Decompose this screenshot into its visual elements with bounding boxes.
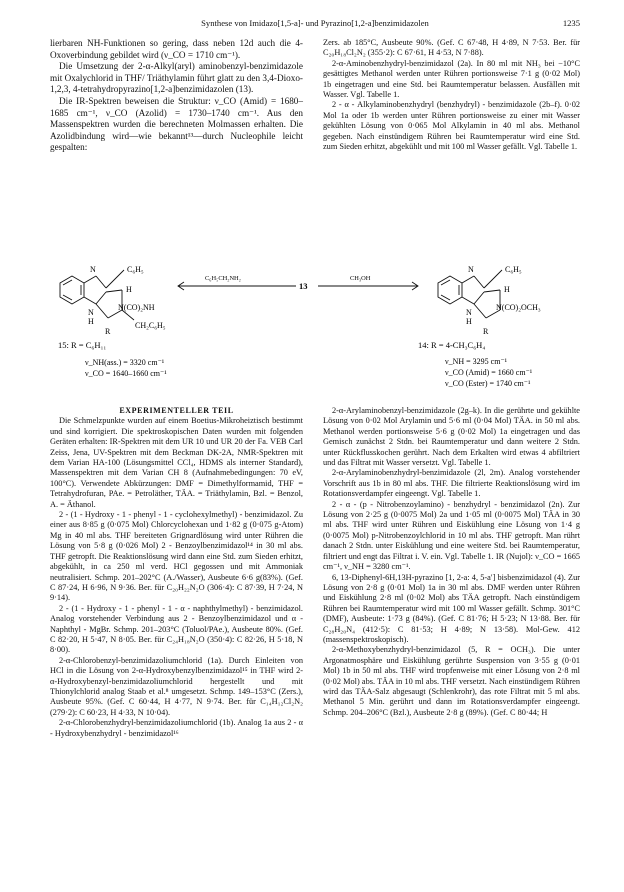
structure-15 bbox=[60, 270, 134, 320]
page-number: 1235 bbox=[562, 18, 580, 28]
paragraph: 2-α-Chlorobenzhydryl-benzimidazoliumchlorid (1b). Analog 1a aus 2 - α - Hydroxybenzhydryl - benzimidazol¹⁶ bbox=[50, 718, 303, 738]
paragraph: 2 - α - Alkylaminobenzhydryl (benzhydryl) - benzimidazole (2b–f). 0·02 Mol 1a oder 1b werden unter Rühren portionsweise zu einer mit Wasser gekühlten Lösung von 0·065 Mol Alkylamin in 40 ml abs. Methanol gegeben. Nach einstündigem Rühren bei Raumtemperatur wird eine Std. zum Sieden erhitzt, abgekühlt und mit 100 ml Wasser gefällt. Vgl. Tabelle 1. bbox=[323, 100, 580, 152]
paragraph: 2-α-Chlorobenzyl-benzimidazoliumchlorid (1a). Durch Einleiten von HCl in die Lösung von 2-α-Hydroxybenzylbenzimidazol¹⁵ in THF wird 2-α-Hydroxybenzyl-benzimidazoliumchlorid hergestellt und mit Thionylchlorid analog Staab et al.⁸ umgesetzt. Schmp. 149–153°C (Zers.), Ausbeute 95%. (Gef. C 60·44, H 4·77, N 9·74. Ber. für C₁₄H₁₂Cl₂N₂ (279·2): C 60·23, H 4·33, N 10·04). bbox=[50, 655, 303, 717]
compound-13-label: 13 bbox=[299, 281, 308, 291]
lower-left-column bbox=[50, 406, 303, 739]
ir-band: ν_CO = 1640–1660 cm⁻¹ bbox=[85, 369, 167, 378]
substituent-label: N(CO)₂NH bbox=[118, 303, 155, 312]
reagent-left: C₆H₅CH₂NH₂ bbox=[205, 275, 241, 282]
paragraph: Zers. ab 185°C, Ausbeute 90%. (Gef. C 67·48, H 4·89, N 7·53. Ber. für C₂₀H₁₈Cl₂N₂ (355·2): C 67·61, H 4·53, N 7·88). bbox=[323, 38, 580, 58]
paragraph: Die IR-Spektren beweisen die Struktur: ν_CO (Amid) = 1680–1685 cm⁻¹, ν_CO (Azolid) = 1730–1740 cm⁻¹. Aus den Massenspektren wurden die berechneten Molmassen erhalten. Die Azolidbindung wird—wie bekannt¹³—durch Nucleophile leicht gespalten: bbox=[50, 95, 303, 153]
substituent-label: CH₂C₆H₅ bbox=[135, 321, 166, 330]
running-header bbox=[50, 18, 580, 30]
paragraph: 2-α-Arylaminobenzyl-benzimidazole (2g–k). In die gerührte und gekühlte Lösung von 0·02 Mol Arylamin und 5·6 ml (0·04 Mol) TÄA. in 50 ml abs. Methanol werden portionsweise 5·6 g (0·02 Mol) 1a eingetragen und das Gemisch zunächst 2 Stdn. bei Raumtemperatur und dann weitere 2 Stdn. unter Rückflusskochen gerührt. Nach dem Erkalten wird etwas 4 abfiltriert und das Filtrat mit Wasser versetzt. Vgl. Tabelle 1. bbox=[323, 406, 580, 468]
ring-nitrogen: N bbox=[466, 308, 472, 317]
reaction-arrows bbox=[178, 282, 418, 290]
compound-15-label: 15: R = C₆H₁₁ bbox=[58, 340, 107, 350]
reaction-scheme bbox=[50, 258, 580, 398]
ring-hydrogen: H bbox=[88, 317, 94, 326]
ring-hydrogen: H bbox=[466, 317, 472, 326]
paragraph: Die Schmelzpunkte wurden auf einem Boetius-Mikroheiztisch bestimmt und sind korrigiert. Die spektroskopischen Daten wurden mit folgenden Geräten erhalten: IR-Spektren mit dem UR 10 und UR 20 der Fa. VEB Carl Zeiss, Jena, UV-Spektren mit dem Beckman DK-2A, NMR-Spektren mit dem Varian HA-100 (Lösungsmittel CCl₄, HDMS als interner Standard), Massenspektren mit dem Varian CH 8 (Aufnahmebedingungen: 70 eV, 100°C). Verwendete Abkürzungen: DMF = Dimethylformamid, THF = Tetrahydrofuran, PAe. = Petroläther, TÄA. = Triäthylamin, Bzl. = Benzol, A. = Äthanol. bbox=[50, 416, 303, 509]
paragraph: 2 - α - (p - Nitrobenzoylamino) - benzhydryl - benzimidazol (2n). Zur Lösung von 2·25 g (0·0075 Mol) 2a und 1·05 ml (0·0075 Mol) TÄA in 30 ml abs. THF wird unter Rühren und Eiskühlung eine Lösung von 1·4 g (0·0075 Mol) p-Nitrobenzoylchlorid in 10 ml abs. THF getropft. Man rührt danach 2 Stdn. unter Eiskühlung und eine weitere Std. bei Raumtemperatur, filtriert und engt das Filtrat i. V. ein. Vgl. Tabelle 1. IR (Nujol): ν_CO = 1665 cm⁻¹, ν_NH = 3280 cm⁻¹. bbox=[323, 499, 580, 572]
ring-nitrogen: N bbox=[90, 265, 96, 274]
r-group: R bbox=[483, 327, 489, 336]
ring-nitrogen: N bbox=[468, 265, 474, 274]
paragraph: 2-α-Aminobenzhydryl-benzimidazol (2a). In 80 ml mit NH₃ bei −10°C gesättigtes Methanol werden unter Rühren portionsweise 7·1 g (0·02 Mol) 1b eingetragen und eine Std. bei Raumtemperatur belassen. Ausfällen mit Wasser. Vgl. Tabelle 1. bbox=[323, 58, 580, 100]
ring-nitrogen: N bbox=[88, 308, 94, 317]
paragraph: 2 - (1 - Hydroxy - 1 - phenyl - 1 - cyclohexylmethyl) - benzimidazol. Zu einer aus 8·85 g (0·075 Mol) Chlorcyclohexan und 1·82 g (0·075 g-Atom) Mg in 40 ml abs. THF bereiteten Grignardlösung wird unter Rühren die Lösung von 5·8 g (0·026 Mol) 2 - Benzoylbenzimidazol¹⁴ in 30 ml abs. THF getropft. Die Reaktionslösung wird dann eine Std. zum Sieden erhitzt, abgekühlt, in ca 250 ml verd. HCl gegossen und mit Ammoniak neutralisiert. Schmp. 201–202°C (A./Wasser), Ausbeute 6·6 g(83%). (Gef. C 87·24, H 6·96, N 9·36. Ber. für C₂₀H₂₂N₂O (306·4): C 87·39, H 7·24, N 9·14). bbox=[50, 510, 303, 603]
paragraph: 2-α-Methoxybenzhydryl-benzimidazol (5, R = OCH₃). Die unter Argonatmosphäre und Eiskühlung gerührte Suspension von 3·55 g (0·01 Mol) 1b in 50 ml abs. THF wird tropfenweise mit einer Lösung von 2·8 ml (0·02 Mol) abs. TÄA in 10 ml abs. THF versetzt. Nach einstündigem Rühren wird das TÄA-Salz abgesaugt (Schlenkrohr), das rote Filtrat mit 5 ml abs. Methanol 5 Min. gerührt und dann im Rotationsverdampfer eingeengt. Schmp. 204–206°C (Bzl.), Ausbeute 2·8 g (89%). (Gef. C 80·44; H bbox=[323, 645, 580, 717]
upper-left-column bbox=[50, 38, 303, 154]
upper-right-column bbox=[323, 38, 580, 152]
substituent-label: C₆H₅ bbox=[505, 265, 522, 274]
ir-band: ν_CO (Ester) = 1740 cm⁻¹ bbox=[445, 379, 531, 388]
ir-band: ν_CO (Amid) = 1660 cm⁻¹ bbox=[445, 368, 533, 377]
substituent-label: H bbox=[504, 285, 510, 294]
lower-right-column bbox=[323, 406, 580, 718]
substituent-label: H bbox=[126, 285, 132, 294]
ir-band: ν_NH(ass.) = 3320 cm⁻¹ bbox=[85, 358, 165, 367]
paragraph: 6, 13-Diphenyl-6H,13H-pyrazino [1, 2-a: 4, 5-a′] bisbenzimidazol (4). Zur Lösung von 2·8 g (0·01 Mol) 1a in 30 ml abs. DMF werden unter Rühren und Eiskühlung 2·8 ml (0·02 Mol) abs TÄA getropft. Nach einstündigem Rühren bei Raumtemperatur wird mit 100 ml Wasser gefällt. Schmp. 301°C (DMF), Ausbeute: 1·73 g (84%). (Gef. C 81·76; H 5·23; N 13·88. Ber. für C₂₈H₂₀N₄ (412·5): C 81·53; H 4·89; N 13·58). Mol-Gew. 412 (massenspektroskopisch). bbox=[323, 572, 580, 644]
ir-band: ν_NH = 3295 cm⁻¹ bbox=[445, 357, 508, 366]
reagent-right: CH₃OH bbox=[350, 275, 371, 282]
running-title: Synthese von Imidazo[1,5-a]- und Pyrazino[1,2-a]benzimidazolen bbox=[201, 18, 429, 28]
paragraph: lierbaren NH-Funktionen so gering, dass neben 12d auch die 4-Oxoverbindung gebildet wird (ν_CO = 1710 cm⁻¹). bbox=[50, 38, 303, 60]
paragraph: 2-α-Arylaminobenzhydryl-benzimidazole (2l, 2m). Analog vorstehender Vorschrift aus 1b in 80 ml abs. THF. Die filtrierte Reaktionslösung wird im Rotationsverdampfer eingeengt. Vgl. Tabelle 1. bbox=[323, 468, 580, 499]
compound-14-label: 14: R = 4-CH₃C₆H₄ bbox=[418, 340, 486, 350]
paragraph: 2 - (1 - Hydroxy - 1 - phenyl - 1 - α - naphthylmethyl) - benzimidazol. Analog vorstehender Verbindung aus 2 - Benzoylbenzimidazol und α - Naphthyl - MgBr. Schmp. 201–203°C (Toluol/PAe.), Ausbeute 80%. (Gef. C 82·20, H 5·47, N 8·05. Ber. für C₂₄H₁₈N₂O (350·4): C 82·26, H 5·18, N 8·00). bbox=[50, 603, 303, 655]
substituent-label: N(CO)₂OCH₃ bbox=[496, 303, 541, 312]
section-heading: EXPERIMENTELLER TEIL bbox=[119, 406, 234, 415]
substituent-label: C₆H₅ bbox=[127, 265, 144, 274]
paragraph: Die Umsetzung der 2-α-Alkyl(aryl) aminobenzyl-benzimidazole mit Oxalychlorid in THF/ Triäthylamin führt glatt zu den 3,4-Dioxo-1,2,3, 4-tetrahydropyrazino[1,2-a]benzimidazolen (13). bbox=[50, 61, 303, 95]
r-group: R bbox=[105, 327, 111, 336]
